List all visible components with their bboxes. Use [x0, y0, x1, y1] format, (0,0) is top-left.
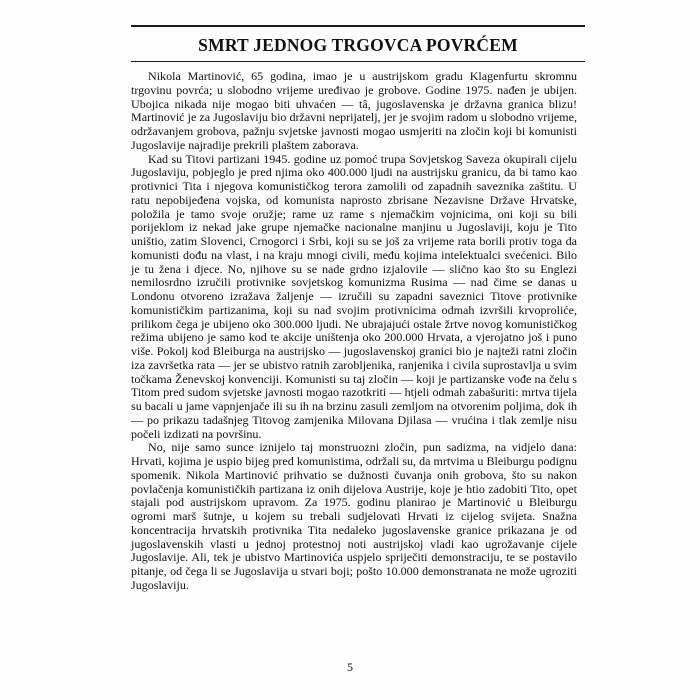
header-rule [131, 61, 585, 62]
page-number: 5 [347, 660, 353, 674]
paragraph: Nikola Martinović, 65 godina, imao je u austrijskom gradu Klagenfurtu skromnu trgovinu povrća; u slobodno vrijeme uređivao je grobove. Godine 1975. nađen je ubijen. Ubojica nikada nije mogao biti uhvaćen — tâ, jugoslavenska je državna granica blizu! Martinović je za Jugoslaviju bio državni neprijatelj, jer je svojim radom u slobodno vrijeme, održavanjem grobova, pažnju svjetske javnosti mogao usmjeriti na zločin koji bi komunisti Jugoslavije najradije prekrili plaštem zaborava. [131, 69, 577, 152]
top-rule [131, 25, 585, 27]
paragraph: Kad su Titovi partizani 1945. godine uz pomoć trupa Sovjetskog Saveza okupirali cijelu Jugoslaviju, pobjeglo je pred njima oko 400.000 ljudi na austrijsku granicu, da bi tamo kao protivnici Tita i njegova komunističkog terora zamolili od zapadnih saveznika zaštitu. U ratu nepobijeđena vojska, od komunista naprosto zbrisane Nezavisne Države Hrvatske, položila je tamo svoje oružje; rame uz rame s njemačkim vojnicima, oni koji su bili porijeklom iz nekad jake grupe njemačke nacionalne manjinu u Jugoslaviji, koju je Tito uništio, zatim Slovenci, Crnogorci i Srbi, koji su se još za vrijeme rata borili protiv toga da komunisti dođu na vlast, i na kraju mnogi civili, među kojima intelektualci svećenici. Bilo je tu žena i djece. No, njihove su se nade grdno izjalovile — slično kao što su Englezi nemilosrdno izručili protivnike sovjetskog komunizma Rusima — nad čime se danas u Londonu otvoreno izražava žaljenje — izručili su zapadni saveznici Titove protivnike komunističkim partizanima, koji su nad svojim protivnicima odmah izvršili krvoproliće, prilikom čega je ubijeno oko 300.000 ljudi. Ne ubrajajući ostale žrtve novog komunističkog režima ubijeno je samo kod te akcije uništenja oko 200.000 Hrvata, a vjerojatno još i puno više. Pokolj kod Bleiburga na austrijsko — jugoslavenskoj granici bio je najteži ratni zločin iza završetka rata — jer se ubistvo ratnih zarobljenika, ranjenika i civila suprostavlja u svim točkama Ženevskoj konvenciji. Komunisti su taj zločin — koji je partizanske vođe na čelu s Titom pred sudom svjetske javnosti mogao razotkriti — htjeli odmah zabašuriti: mrtva tijela su bacali u jame vapnjenjače ili su ih na brzinu zasuli zemljom na otvorenim poljima, dok ih — po prikazu tadašnjeg Titovog zamjenika Milovana Djilasa — vrućina i tlak zemlje nisu počeli izdizati na površinu. [131, 151, 577, 441]
paragraph: No, nije samo sunce iznijelo taj monstruozni zločin, pun sadizma, na vidjelo dana: Hrvati, kojima je uspio bijeg pred komunistima, održali su, da mrtvima u Bleiburgu podignu spomenik. Nikola Martinović prihvatio se dužnosti čuvanja onih grobova, što su nakon povlačenja komunističkih partizana iz onih dijelova Austrije, koje je htio zadobiti Tito, opet stajali pod austrijskom upravom. Za 1975. godinu planirao je Martinović u Bleiburgu ogromi marš šutnje, u kojem su trebali sudjelovati Hrvati iz cijelog svijeta. Snažna koncentracija hrvatskih protivnika Tita nedaleko jugoslavenske granice prikazana je od jugoslavenskih vlasti u jednoj protestnoj noti austrijskoj vladi kao ugrožavanje cijele Jugoslavije. Ali, tek je ubistvo Martinovića uspjelo spriječiti demonstraciju, te se postavilo pitanje, od čega li se Jugoslavija u stvari boji; pošto 10.000 demonstranata ne može ugroziti Jugoslaviju. [131, 440, 577, 592]
body-text [131, 70, 577, 593]
chapter-title: SMRT JEDNOG TRGOVCA POVRĆEM [198, 35, 518, 55]
